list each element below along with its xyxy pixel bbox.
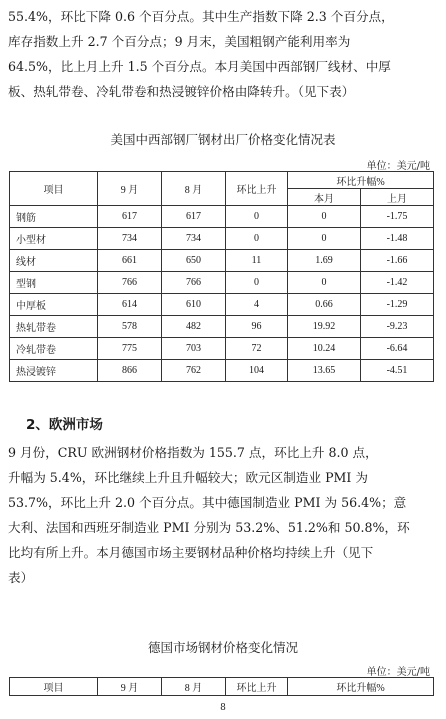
cell-mom: 4	[226, 294, 288, 316]
paragraph-us-market	[8, 4, 438, 104]
table-row	[10, 272, 434, 294]
cell-this-month: 0	[288, 206, 361, 228]
cell-aug: 766	[162, 272, 226, 294]
header-sep: 9 月	[98, 172, 162, 206]
text-line: 55.4%，环比下降 0.6 个百分点。其中生产指数下降 2.3 个百分点，	[8, 9, 394, 24]
text-line: 64.5%，比上月上升 1.5 个百分点。本月美国中西部钢厂线材、中厚	[8, 59, 391, 74]
cell-mom: 96	[226, 316, 288, 338]
cell-mom: 0	[226, 228, 288, 250]
cell-sep: 578	[98, 316, 162, 338]
cell-aug: 617	[162, 206, 226, 228]
cell-this-month: 0	[288, 272, 361, 294]
cell-item: 小型材	[10, 228, 98, 250]
cell-last-month: -4.51	[361, 360, 434, 382]
table-row	[10, 316, 434, 338]
cell-last-month: -1.29	[361, 294, 434, 316]
page-number: 8	[220, 703, 226, 713]
text-line: 53.7%，环比上升 2.0 个百分点。其中德国制造业 PMI 为 56.4%；意	[8, 495, 407, 510]
header-pct: 环比升幅%	[288, 172, 434, 189]
cell-aug: 734	[162, 228, 226, 250]
cell-aug: 703	[162, 338, 226, 360]
table1-caption: 美国中西部钢厂钢材出厂价格变化情况表	[110, 132, 336, 147]
header-pct: 环比升幅%	[288, 678, 434, 696]
header-mom: 环比上升	[226, 172, 288, 206]
cell-this-month: 13.65	[288, 360, 361, 382]
table-row	[10, 338, 434, 360]
section-heading-europe: 2、欧洲市场	[26, 417, 103, 433]
cell-sep: 661	[98, 250, 162, 272]
cell-last-month: -6.64	[361, 338, 434, 360]
cell-aug: 762	[162, 360, 226, 382]
table1-unit: 单位：美元/吨	[366, 161, 430, 172]
table2-caption: 德国市场钢材价格变化情况	[147, 640, 298, 655]
cell-item: 热浸镀锌	[10, 360, 98, 382]
cell-this-month: 1.69	[288, 250, 361, 272]
cell-last-month: -9.23	[361, 316, 434, 338]
cell-aug: 610	[162, 294, 226, 316]
cell-sep: 614	[98, 294, 162, 316]
table-row	[10, 250, 434, 272]
text-line: 大利、法国和西班牙制造业 PMI 分别为 53.2%、51.2%和 50.8%，环	[8, 520, 410, 535]
cell-last-month: -1.48	[361, 228, 434, 250]
cell-aug: 650	[162, 250, 226, 272]
cell-last-month: -1.42	[361, 272, 434, 294]
text-line: 板、热轧带卷、冷轧带卷和热浸镀锌价格由降转升。（见下表）	[8, 84, 355, 99]
header-aug: 8 月	[162, 678, 226, 696]
text-line: 比均有所上升。本月德国市场主要钢材品种价格均持续上升（见下	[8, 545, 374, 560]
cell-sep: 766	[98, 272, 162, 294]
cell-sep: 866	[98, 360, 162, 382]
cell-item: 冷轧带卷	[10, 338, 98, 360]
table2-unit: 单位：美元/吨	[366, 667, 430, 678]
cell-mom: 72	[226, 338, 288, 360]
text-line: 表）	[8, 570, 34, 585]
cell-aug: 482	[162, 316, 226, 338]
table-row	[10, 228, 434, 250]
cell-this-month: 0	[288, 228, 361, 250]
cell-mom: 11	[226, 250, 288, 272]
paragraph-europe-market	[8, 440, 438, 590]
table-row	[10, 294, 434, 316]
cell-item: 钢筋	[10, 206, 98, 228]
table-row	[10, 206, 434, 228]
header-last-month: 上月	[361, 189, 434, 206]
cell-sep: 775	[98, 338, 162, 360]
cell-this-month: 19.92	[288, 316, 361, 338]
cell-mom: 0	[226, 272, 288, 294]
cell-mom: 0	[226, 206, 288, 228]
cell-sep: 734	[98, 228, 162, 250]
header-sep: 9 月	[98, 678, 162, 696]
germany-price-table	[9, 677, 434, 696]
text-line: 9 月份，CRU 欧洲钢材价格指数为 155.7 点，环比上升 8.0 点，	[8, 445, 378, 460]
cell-item: 线材	[10, 250, 98, 272]
text-line: 升幅为 5.4%，环比继续上升且升幅较大；欧元区制造业 PMI 为	[8, 470, 369, 485]
cell-last-month: -1.75	[361, 206, 434, 228]
header-this-month: 本月	[288, 189, 361, 206]
cell-this-month: 0.66	[288, 294, 361, 316]
us-price-table	[9, 171, 434, 382]
cell-item: 型钢	[10, 272, 98, 294]
cell-this-month: 10.24	[288, 338, 361, 360]
cell-item: 中厚板	[10, 294, 98, 316]
cell-item: 热轧带卷	[10, 316, 98, 338]
header-item: 项目	[10, 678, 98, 696]
table-row	[10, 360, 434, 382]
cell-mom: 104	[226, 360, 288, 382]
cell-sep: 617	[98, 206, 162, 228]
header-mom: 环比上升	[226, 678, 288, 696]
header-aug: 8 月	[162, 172, 226, 206]
header-item: 项目	[10, 172, 98, 206]
text-line: 库存指数上升 2.7 个百分点；9 月末，美国粗钢产能利用率为	[8, 34, 351, 49]
cell-last-month: -1.66	[361, 250, 434, 272]
